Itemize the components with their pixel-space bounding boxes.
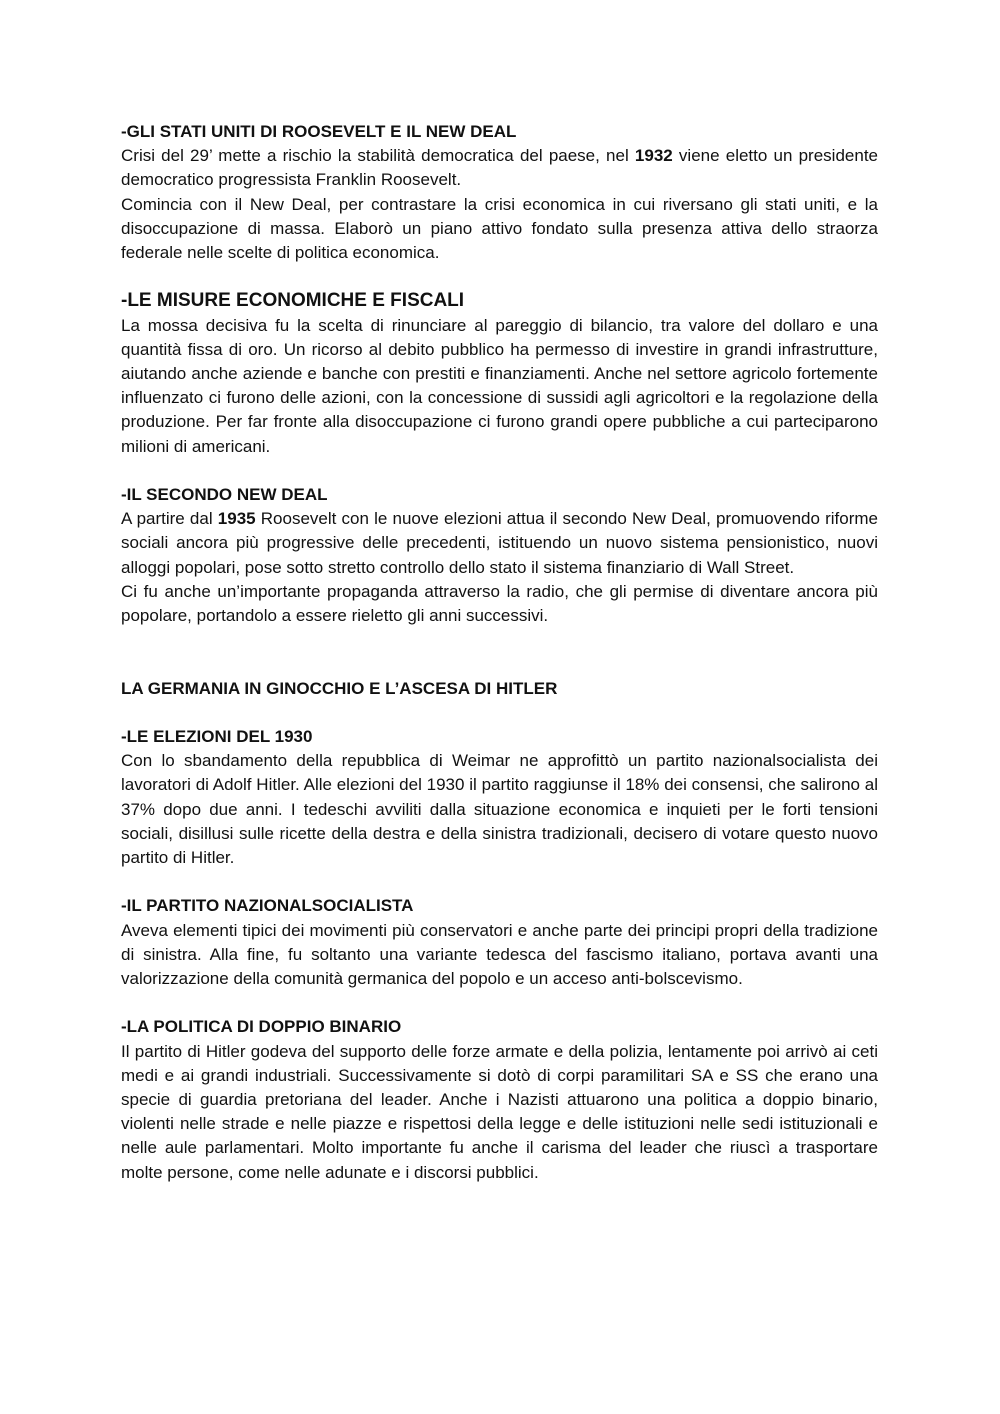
spacer: [121, 459, 878, 483]
chapter-heading: LA GERMANIA IN GINOCCHIO E L’ASCESA DI HITLER: [121, 678, 558, 698]
section-germania-title: [121, 677, 878, 701]
section-secondo-new-deal: [121, 483, 878, 628]
spacer: [121, 628, 878, 676]
document-page: [121, 120, 878, 1185]
section-heading: -IL SECONDO NEW DEAL: [121, 485, 328, 505]
section-heading: -IL PARTITO NAZIONALSOCIALISTA: [121, 896, 414, 916]
section-doppio-binario: [121, 1015, 878, 1184]
paragraph: La mossa decisiva fu la scelta di rinunciare al pareggio di bilancio, tra valore del dollaro e una quantità fissa di oro. Un ricorso al debito pubblico ha permesso di investire in grandi infrastrutture, aiutando anche aziende e banche con prestiti e finanziamenti. Anche nel settore agricolo fortemente influenzato ci furono delle azioni, con la concessione di sussidi agli agricoltori e la regolazione della produzione. Per far fronte alla disoccupazione ci furono grandi opere pubbliche a cui parteciparono milioni di americani.: [121, 315, 878, 456]
spacer: [121, 265, 878, 289]
paragraph: Con lo sbandamento della repubblica di Weimar ne approfittò un partito nazionalsocialista dei lavoratori di Adolf Hitler. Alle elezioni del 1930 il partito raggiunse il 18% dei consensi, che salirono al 37% dopo due anni. I tedeschi avviliti dalla situazione economica e inquieti per le forti tensioni sociali, disillusi sulle ricette della destra e della sinistra tradizionali, decisero di votare questo nuovo partito di Hitler.: [121, 751, 878, 868]
paragraph: Aveva elementi tipici dei movimenti più conservatori e anche parte dei principi propri della tradizione di sinistra. Alla fine, fu soltanto una variante tedesca del fascismo italiano, portava avanti una valorizzazione della comunità germanica del popolo e un acceso anti-bolscevismo.: [121, 920, 878, 989]
paragraph-text: viene eletto un presidente democratico progressista Franklin Roosevelt.: [121, 146, 878, 190]
section-elezioni-1930: [121, 725, 878, 870]
section-heading: -LE ELEZIONI DEL 1930: [121, 727, 313, 747]
section-new-deal: [121, 120, 878, 265]
paragraph-text: Crisi del 29’ mette a rischio la stabilità democratica del paese, nel: [121, 146, 635, 166]
year-highlight: 1935: [217, 509, 256, 529]
paragraph: Il partito di Hitler godeva del supporto delle forze armate e della polizia, lentamente poi arrivò ai ceti medi e ai grandi industriali. Successivamente si dotò di corpi paramilitari SA e SS che erano una specie di guardia pretoriana del leader. Anche i Nazisti attuarono una politica a doppio binario, violenti nelle strade e nelle piazze e rispettosi della legge e delle istituzioni nelle sedi istituzionali e nelle aule parlamentari. Molto importante fu anche il carisma del leader che riuscì a trasportare molte persone, come nelle adunate e i discorsi pubblici.: [121, 1041, 878, 1182]
paragraph: [121, 507, 878, 580]
section-partito-nazionalsocialista: [121, 894, 878, 991]
spacer: [121, 870, 878, 894]
year-highlight: 1932: [634, 146, 673, 166]
spacer: [121, 991, 878, 1015]
paragraph: Ci fu anche un’importante propaganda attraverso la radio, che gli permise di diventare ancora più popolare, portandolo a essere rieletto gli anni successivi.: [121, 581, 878, 626]
section-misure-economiche: [121, 289, 878, 458]
section-heading: -LE MISURE ECONOMICHE E FISCALI: [121, 290, 465, 312]
paragraph: Comincia con il New Deal, per contrastare la crisi economica in cui riversano gli stati uniti, e la disoccupazione di massa. Elaborò un piano attivo fondato sulla presenza attiva dello straorza federale nelle scelte di politica economica.: [121, 194, 878, 263]
section-heading: -LA POLITICA DI DOPPIO BINARIO: [121, 1017, 402, 1037]
section-heading: -GLI STATI UNITI DI ROOSEVELT E IL NEW DEAL: [121, 122, 517, 141]
paragraph: [121, 144, 878, 192]
paragraph-text: A partire dal: [121, 509, 218, 529]
paragraph-text: Roosevelt con le nuove elezioni attua il secondo New Deal, promuovendo riforme sociali ancora più progressive delle precedenti, istituendo un nuovo sistema pensionistico, nuovi alloggi popolari, pose sotto stretto controllo dello stato il sistema finanziario di Wall Street.: [121, 509, 878, 577]
spacer: [121, 701, 878, 725]
